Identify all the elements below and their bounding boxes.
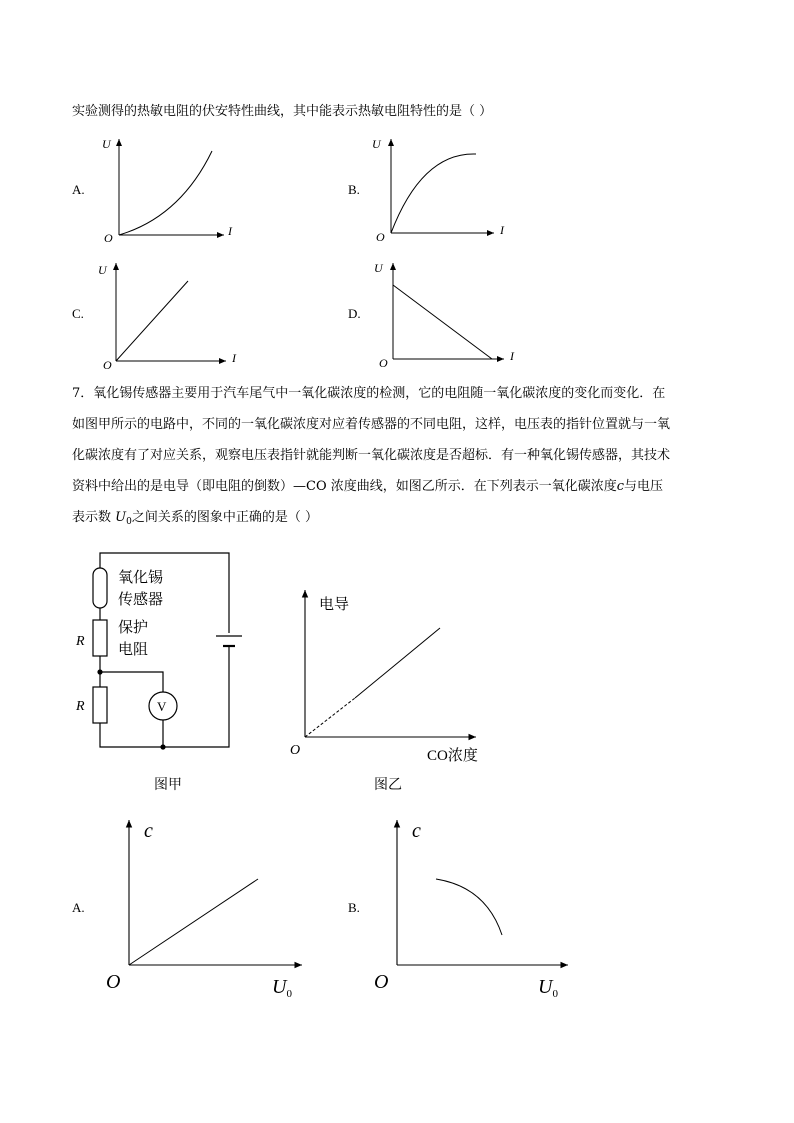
y-axis-label: c [412,820,421,842]
straight-line-through-origin [129,879,258,965]
q6-stem: 实验测得的热敏电阻的伏安特性曲线，其中能表示热敏电阻特性的是（ ） [72,104,493,119]
sensor-label-2: 传感器 [118,592,164,608]
q7-line-3: 化碳浓度有了对应关系，观察电压表指针就能判断一氧化碳浓度是否超标．有一种氧化锡传感器，其技术 [72,448,671,463]
origin-label: O [104,231,113,245]
origin-label: O [290,743,301,758]
x-axis-var: U [272,976,287,998]
x-axis-label: I [500,223,504,237]
q7-line-5-head: 表示数 [72,510,112,525]
x-axis-label: I [510,349,514,363]
decreasing-straight-line [393,285,492,359]
q7-line-5-tail: 之间关系的图象中正确的是（ ） [131,510,318,525]
q7-option-a-label: A. [72,900,85,915]
q6-option-a-graph [100,134,240,244]
origin-label: O [379,356,388,370]
q6-option-d-graph [372,258,522,368]
curve-concave-down [391,154,476,233]
r-label-bottom: R [76,699,85,714]
x-axis-sub: 0 [286,988,292,1000]
q6-option-d-label: D. [348,306,361,321]
origin-label: O [103,358,112,372]
q7-line-4 [72,479,732,495]
y-axis-label: 电导 [319,597,350,613]
q7-option-b-graph [372,815,592,1005]
x-axis-label: I [232,351,236,365]
x-axis-sub: 0 [552,988,558,1000]
x-axis-label: I [228,224,232,238]
q6-option-b-graph [372,134,522,244]
curve-concave-down [436,879,502,935]
sensor-element [93,568,107,608]
y-axis-label: U [372,137,381,151]
protective-resistor [93,620,107,656]
q7-line-2: 如图甲所示的电路中，不同的一氧化碳浓度对应着传感器的不同电阻，这样，电压表的指针位置就与一氧 [72,417,671,432]
load-resistor [93,687,107,723]
x-axis-var: U [538,976,553,998]
protect-label-1: 保护 [118,620,149,636]
circuit-caption: 图甲 [154,777,182,793]
q7-line-4-tail: 与电压 [624,479,664,494]
graph-yi-caption: 图乙 [374,777,402,793]
circuit-diagram [72,545,262,770]
dashed-extrapolation [305,698,355,737]
y-axis-label: c [144,820,153,842]
q7-line-4-text: 资料中给出的是电导（即电阻的倒数）—CO 浓度曲线，如图乙所示．在下列表示一氧化碳浓度 [72,479,617,494]
x-axis-label [272,976,292,1000]
q7-line-5 [72,510,732,530]
curve-concave-up [119,151,212,235]
y-axis-label: U [102,137,111,151]
q7-var-u-sub: 0 [126,517,132,527]
q7-var-c: c [616,479,625,494]
sensor-label-1: 氧化锡 [118,570,164,586]
q6-option-c-graph [96,258,236,372]
origin-label: O [374,971,389,993]
x-axis-label: CO浓度 [427,748,478,764]
graph-yi [286,585,496,775]
q7-option-a-graph [104,815,324,1005]
voltmeter-symbol: V [157,699,167,714]
conductance-line [355,628,440,698]
x-axis-label [538,976,558,1000]
y-axis-label: U [374,261,383,275]
r-label-top: R [76,634,85,649]
q7-option-b-label: B. [348,900,360,915]
protect-label-2: 电阻 [118,642,149,658]
y-axis-label: U [98,263,107,277]
q6-option-c-label: C. [72,306,84,321]
origin-label: O [106,971,121,993]
straight-line-through-origin [116,281,188,361]
q7-line-1: 7．氧化锡传感器主要用于汽车尾气中一氧化碳浓度的检测，它的电阻随一氧化碳浓度的变化而变化．在 [72,386,666,401]
q6-option-a-label: A. [72,182,85,197]
q7-var-u: U [115,510,127,525]
origin-label: O [376,230,385,244]
q6-option-b-label: B. [348,182,360,197]
